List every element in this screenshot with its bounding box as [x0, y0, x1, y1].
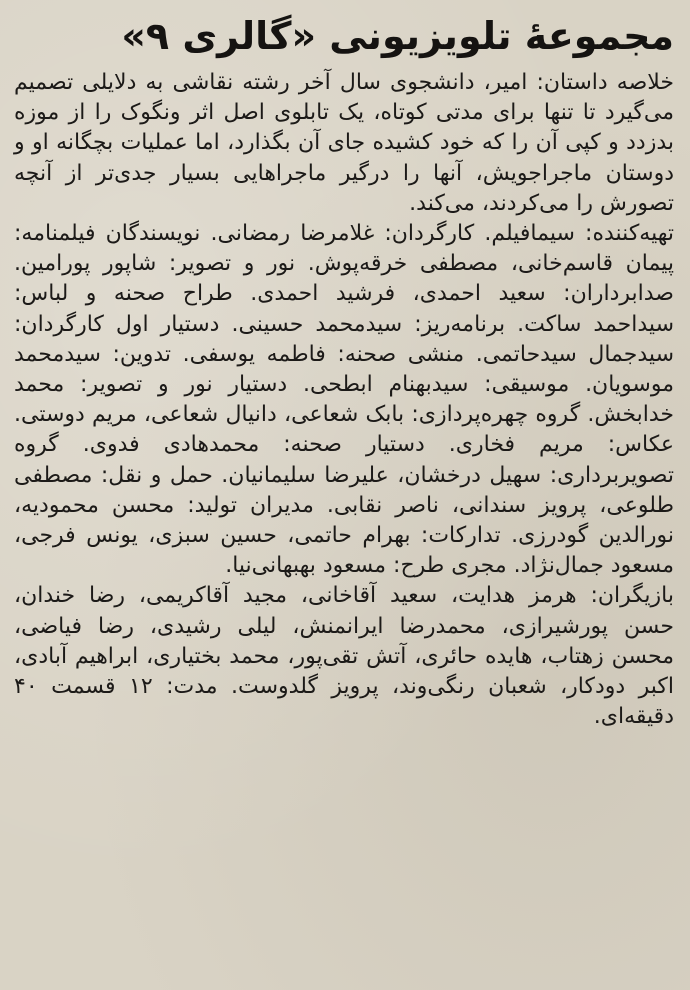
credits-paragraph: تهیه‌کننده: سیمافیلم. کارگردان: غلامرضا رمضانی. نویسندگان فیلمنامه: پیمان قاسم‌خانی، مصطفی خرقه‌پوش. نور و تصویر: شاپور پورامین. صدابرداران: سعید احمدی، فرشید احمدی. طراح صحنه و لباس: سیداحمد ساکت. برنامه‌ریز: سیدمحمد حسینی. دستیار اول کارگردان: سیدجمال سیدحاتمی. منشی صحنه: فاطمه یوسفی. تدوین: سیدمحمد موسویان. موسیقی: سیدبهنام ابطحی. دستیار نور و تصویر: محمد خدابخش. گروه چهره‌پردازی: بابک شعاعی، دانیال شعاعی، مریم دوستی. عکاس: مریم فخاری. دستیار صحنه: محمدهادی فدوی. گروه تصویربرداری: سهیل درخشان، علیرضا سلیمانیان. حمل و نقل: مصطفی طلوعی، پرویز سندانی، ناصر نقابی. مدیران تولید: محسن محمودیه، نورالدین گودرزی. تدارکات: بهرام حاتمی، حسین سبزی، یونس فرجی، مسعود جمال‌نژاد. مجری طرح: مسعود بهبهانی‌نیا.	[14, 221, 674, 579]
cast-paragraph: بازیگران: هرمز هدایت، سعید آقاخانی، مجید آقاکریمی، رضا خندان، حسن پورشیرازی، محمدرضا ایرانمنش، لیلی رشیدی، رضا فیاضی، محسن زهتاب، هایده حائری، آتش تقی‌پور، محمد بختیاری، ابراهیم آبادی، اکبر دودکار، شعبان رنگی‌وند، پرویز گلدوست. مدت: ۱۲ قسمت ۴۰ دقیقه‌ای.	[14, 583, 675, 730]
article-title: مجموعۀ تلویزیونی «گالری ۹»	[121, 14, 674, 58]
summary-paragraph: خلاصه داستان: امیر، دانشجوی سال آخر رشته نقاشی به دلایلی تصمیم می‌گیرد تا تنها برای مدتی کوتاه، یک تابلوی اصل اثر ونگوک را از موزه بدزدد و کپی آن را که خود کشیده جای آن بگذارد، اما عملیات بچگانه او و دوستان ماجراجویش، آنها را درگیر ماجراهایی بسیار جدی‌تر از آنچه تصورش را می‌کردند، می‌کند.	[14, 70, 674, 216]
